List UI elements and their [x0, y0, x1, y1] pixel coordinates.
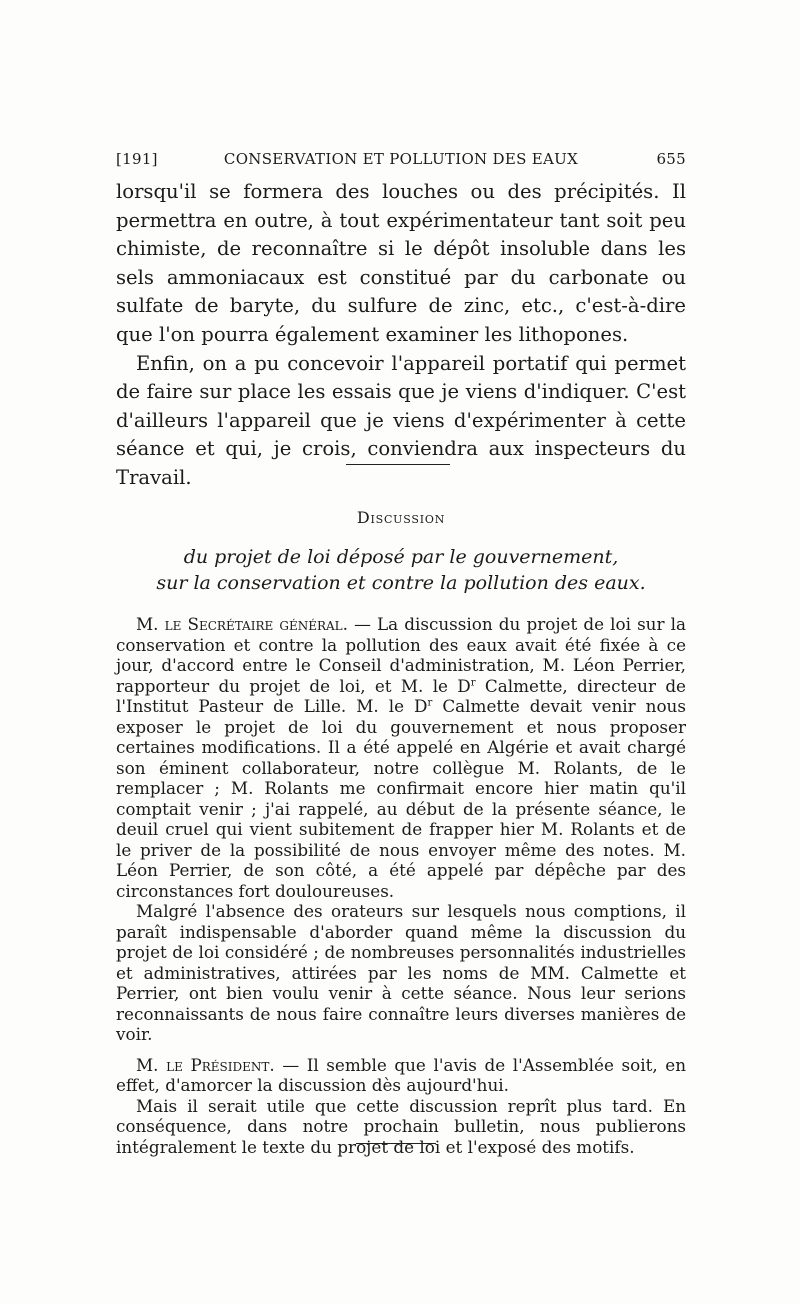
secretary-continuation: Malgré l'absence des orateurs sur lesquels nous comptions, il paraît indispensable d'aborder quand même la discussion du projet de loi considéré ; de nombreuses personnalités industrielles et administratives, attirées par les noms de MM. Calmette et Perrier, ont bien voulu venir à cette séance. Nous leur serions reconnaissants de nous faire connaître leurs diverses manières de voir. — [116, 901, 686, 1044]
subtitle-line: sur la conservation et contre la pollution des eaux. — [156, 572, 646, 594]
section-divider — [346, 464, 450, 465]
end-divider — [356, 1143, 436, 1144]
speaker-name: M. le Président. — [136, 1054, 275, 1075]
secretary-paragraph — [116, 614, 686, 901]
superscript: r — [427, 697, 433, 709]
intro-paragraph: lorsqu'il se formera des louches ou des précipités. Il permettra en outre, à tout expérimentateur tant soit peu chimiste, de reconnaître si le dépôt insoluble dans les sels ammoniacaux est constitué par du carbonate ou sulfate de baryte, du sulfure de zinc, etc., c'est-à-dire que l'on pourra également examiner les lithopones. — [116, 180, 686, 346]
speech-text: — Il semble que l'avis de l'Assemblée soit, en effet, d'amorcer la discussion dès aujourd'hui. — [116, 1054, 687, 1095]
intro-text — [116, 178, 686, 493]
section-heading: Discussion — [356, 508, 446, 527]
subtitle-line: du projet de loi déposé par le gouvernement, — [183, 546, 619, 568]
president-continuation: Mais il serait utile que cette discussion reprît plus tard. En conséquence, dans notre prochain bulletin, nous publierons intégralement le texte du projet de loi et l'exposé des motifs. — [116, 1095, 686, 1157]
speech-text: Calmette devait venir nous exposer le projet de loi du gouvernement et nous proposer certaines modifications. Il a été appelé en Algérie et avait chargé son éminent collaborateur, notre collègue M. Rolants, de le remplacer ; M. Rolants me confirmait encore hier matin qu'il comptait venir ; j'ai rappelé, au début de la présente séance, le deuil cruel qui vient subitement de frapper hier M. Rolants et de le priver de la possibilité de nous envoyer même des notes. M. Léon Perrier, de son côté, a été appelé par dépêche par des circonstances fort douloureuses. — [116, 696, 686, 901]
speech-text: — La discussion du projet de loi sur la conservation et contre la pollution des eaux avait été fixée à ce jour, d'accord entre le Conseil d'administration, M. Léon Perrier, rapporteur du projet de loi, et M. le D — [116, 614, 686, 696]
running-header — [116, 150, 686, 172]
superscript: r — [470, 676, 476, 688]
page-number: 655 — [656, 150, 686, 168]
intro-paragraph: Enfin, on a pu concevoir l'appareil portatif qui permet de faire sur place les essais que je viens d'indiquer. C'est d'ailleurs l'appareil que je viens d'expérimenter à cette séance et qui, je crois, conviendra aux inspecteurs du Travail. — [116, 351, 686, 489]
running-title: CONSERVATION ET POLLUTION DES EAUX — [223, 150, 579, 168]
speech-text: Calmette, directeur de l'Institut Pasteur de Lille. M. le D — [116, 675, 686, 716]
speaker-name: M. le Secrétaire général. — [136, 614, 348, 634]
section-subtitle — [116, 544, 686, 596]
page-reference: [191] — [116, 150, 158, 168]
discussion-text — [116, 614, 686, 1157]
president-paragraph — [116, 1055, 686, 1096]
